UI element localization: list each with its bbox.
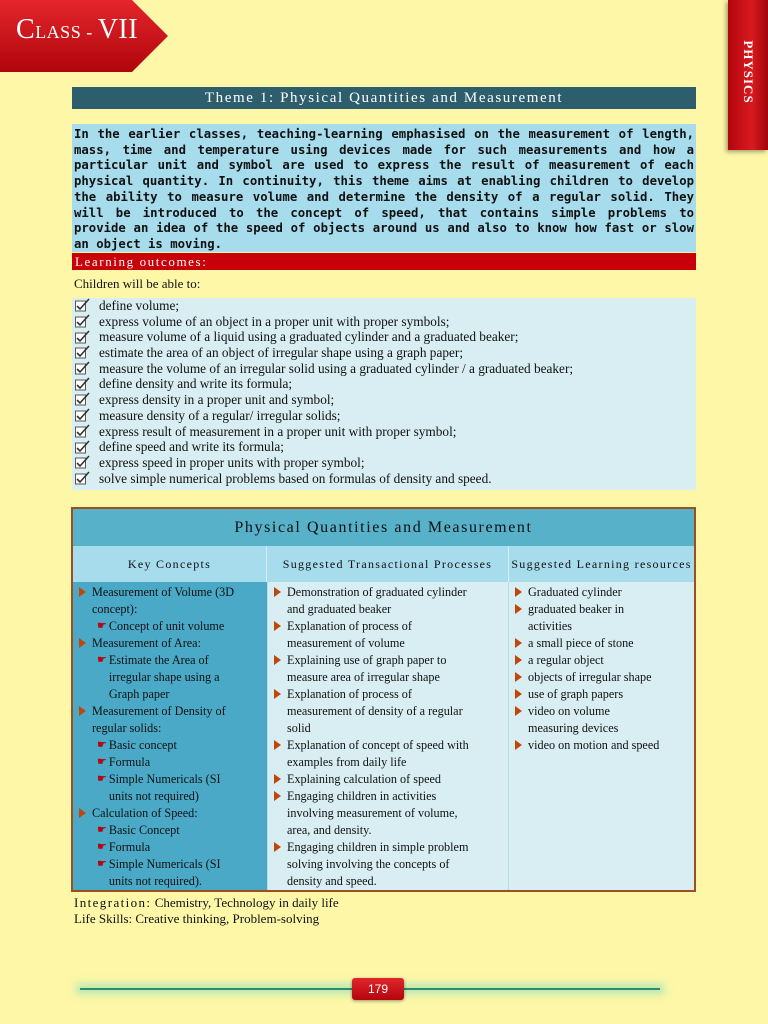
triangle-bullet-icon bbox=[274, 842, 281, 852]
concepts-table bbox=[71, 507, 696, 892]
process-item bbox=[272, 737, 508, 771]
checkbox-icon bbox=[74, 471, 92, 486]
cell-text-line: measure area of irregular shape bbox=[287, 670, 440, 684]
triangle-bullet-icon bbox=[515, 587, 522, 597]
pointing-hand-icon: ☛ bbox=[97, 620, 107, 632]
resource-item bbox=[513, 737, 694, 754]
cell-text-line: measuring devices bbox=[528, 721, 619, 735]
pointing-hand-icon: ☛ bbox=[97, 654, 107, 666]
subject-tab-label: PHYSICS bbox=[741, 40, 756, 104]
cell-text-line: Explaining calculation of speed bbox=[287, 772, 441, 786]
process-item bbox=[272, 686, 508, 737]
cell-text-line: Measurement of Density of bbox=[92, 704, 226, 718]
process-item bbox=[272, 788, 508, 839]
resource-item bbox=[513, 601, 694, 635]
cell-text-line: Explaining use of graph paper to bbox=[287, 653, 447, 667]
cell-text-line: units not required). bbox=[108, 874, 202, 888]
header-transactional-processes: Suggested Transactional Processes bbox=[267, 546, 509, 582]
cell-text-line: Explanation of process of bbox=[287, 619, 412, 633]
triangle-bullet-icon bbox=[79, 808, 86, 818]
key-concept-item bbox=[77, 635, 267, 652]
cell-text-line: Simple Numericals (SI bbox=[108, 772, 221, 786]
triangle-bullet-icon bbox=[79, 587, 86, 597]
triangle-bullet-icon bbox=[79, 638, 86, 648]
process-item bbox=[272, 839, 508, 890]
pointing-hand-icon: ☛ bbox=[97, 739, 107, 751]
footnotes bbox=[74, 895, 339, 927]
resource-item bbox=[513, 669, 694, 686]
pointing-hand-icon: ☛ bbox=[97, 773, 107, 785]
outcome-text: measure the volume of an irregular solid using a graduated cylinder / a graduated beaker; bbox=[99, 360, 574, 376]
checkbox-icon bbox=[74, 377, 92, 392]
triangle-bullet-icon bbox=[515, 638, 522, 648]
class-label: CLASS - VII bbox=[16, 14, 139, 45]
cell-text-line: Graduated cylinder bbox=[528, 585, 622, 599]
triangle-bullet-icon bbox=[79, 706, 86, 716]
cell-text-line: regular solids: bbox=[92, 721, 162, 735]
page-number: 179 bbox=[352, 978, 404, 1000]
triangle-bullet-icon bbox=[274, 689, 281, 699]
cell-text-line: Measurement of Area: bbox=[92, 636, 201, 650]
cell-text-line: Calculation of Speed: bbox=[92, 806, 198, 820]
checkbox-icon bbox=[74, 392, 92, 407]
cell-text-line: Basic concept bbox=[108, 738, 177, 752]
triangle-bullet-icon bbox=[274, 791, 281, 801]
key-concept-subitem bbox=[77, 737, 267, 754]
outcome-item bbox=[72, 345, 696, 361]
header-key-concepts: Key Concepts bbox=[73, 546, 267, 582]
key-concept-subitem bbox=[77, 618, 267, 635]
outcome-text: express density in a proper unit and symbol; bbox=[99, 392, 335, 408]
checkbox-icon bbox=[74, 455, 92, 470]
outcome-item bbox=[72, 471, 696, 487]
triangle-bullet-icon bbox=[515, 604, 522, 614]
outcome-text: express result of measurement in a proper unit with proper symbol; bbox=[99, 423, 457, 439]
outcome-item bbox=[72, 376, 696, 392]
cell-text-line: solving involving the concepts of bbox=[287, 857, 450, 871]
key-concept-item bbox=[77, 703, 267, 737]
triangle-bullet-icon bbox=[274, 621, 281, 631]
checkbox-icon bbox=[74, 408, 92, 423]
table-header-row bbox=[73, 546, 694, 582]
outcome-text: measure volume of a liquid using a graduated cylinder and a graduated beaker; bbox=[99, 329, 519, 345]
resource-item bbox=[513, 703, 694, 737]
checkbox-icon bbox=[74, 440, 92, 455]
checkbox-icon bbox=[74, 424, 92, 439]
cell-text-line: activities bbox=[528, 619, 572, 633]
cell-text-line: solid bbox=[287, 721, 311, 735]
integration-line: Integration: Chemistry, Technology in daily life bbox=[74, 895, 339, 910]
cell-text-line: irregular shape using a bbox=[108, 670, 220, 684]
cell-text-line: and graduated beaker bbox=[287, 602, 392, 616]
cell-text-line: Explanation of process of bbox=[287, 687, 412, 701]
subject-tab bbox=[728, 0, 768, 150]
resources-column bbox=[509, 582, 694, 890]
key-concept-item bbox=[77, 584, 267, 618]
key-concepts-column bbox=[73, 582, 267, 890]
resource-item bbox=[513, 584, 694, 601]
cell-text-line: Formula bbox=[108, 755, 151, 769]
cell-text-line: density and speed. bbox=[287, 874, 377, 888]
outcome-item bbox=[72, 314, 696, 330]
processes-column bbox=[267, 582, 509, 890]
triangle-bullet-icon bbox=[515, 740, 522, 750]
outcome-text: measure density of a regular/ irregular solids; bbox=[99, 407, 341, 423]
intro-paragraph: In the earlier classes, teaching-learning emphasised on the measurement of length, mass, time and temperature using devices made for such measurements and how a particular unit and symbol are used to express the result of measurement of each physical quantity. In continuity, this theme aims at enabling children to develop the ability to measure volume and determine the density of a regular solid. They will be introduced to the concept of speed, that contains simple problems to provide an idea of the speed of objects around us and also to know how fast or slow an object is moving. bbox=[72, 124, 696, 252]
key-concept-subitem bbox=[77, 652, 267, 703]
key-concept-item bbox=[77, 805, 267, 822]
table-body bbox=[73, 582, 694, 890]
process-item bbox=[272, 771, 508, 788]
triangle-bullet-icon bbox=[515, 655, 522, 665]
theme-title: Theme 1: Physical Quantities and Measurement bbox=[72, 87, 696, 109]
cell-text-line: measurement of volume bbox=[287, 636, 405, 650]
cell-text-line: Engaging children in simple problem bbox=[287, 840, 469, 854]
cell-text-line: video on volume bbox=[528, 704, 610, 718]
header-learning-resources: Suggested Learning resources bbox=[509, 546, 694, 582]
cell-text-line: Demonstration of graduated cylinder bbox=[287, 585, 467, 599]
cell-text-line: involving measurement of volume, bbox=[287, 806, 458, 820]
triangle-bullet-icon bbox=[515, 706, 522, 716]
key-concept-subitem bbox=[77, 822, 267, 839]
pointing-hand-icon: ☛ bbox=[97, 824, 107, 836]
outcome-item bbox=[72, 392, 696, 408]
triangle-bullet-icon bbox=[515, 689, 522, 699]
life-skills-line: Life Skills: Creative thinking, Problem-solving bbox=[74, 911, 320, 926]
pointing-hand-icon: ☛ bbox=[97, 756, 107, 768]
outcome-text: define speed and write its formula; bbox=[99, 439, 284, 455]
outcome-item bbox=[72, 455, 696, 471]
cell-text-line: concept): bbox=[92, 602, 138, 616]
outcome-item bbox=[72, 298, 696, 314]
cell-text-line: Estimate the Area of bbox=[108, 653, 209, 667]
cell-text-line: Formula bbox=[108, 840, 151, 854]
cell-text-line: Explanation of concept of speed with bbox=[287, 738, 469, 752]
cell-text-line: examples from daily life bbox=[287, 755, 407, 769]
cell-text-line: Graph paper bbox=[108, 687, 170, 701]
outcome-item bbox=[72, 329, 696, 345]
process-item bbox=[272, 652, 508, 686]
cell-text-line: Concept of unit volume bbox=[108, 619, 225, 633]
cell-text-line: area, and density. bbox=[287, 823, 372, 837]
checkbox-icon bbox=[74, 330, 92, 345]
cell-text-line: Basic Concept bbox=[108, 823, 180, 837]
outcome-text: express volume of an object in a proper unit with proper symbols; bbox=[99, 313, 450, 329]
key-concept-subitem bbox=[77, 856, 267, 890]
cell-text-line: a small piece of stone bbox=[528, 636, 634, 650]
outcome-item bbox=[72, 408, 696, 424]
cell-text-line: units not required) bbox=[108, 789, 199, 803]
checkbox-icon bbox=[74, 361, 92, 376]
resource-item bbox=[513, 635, 694, 652]
outcome-item bbox=[72, 361, 696, 377]
outcome-item bbox=[72, 439, 696, 455]
key-concept-subitem bbox=[77, 771, 267, 805]
triangle-bullet-icon bbox=[515, 672, 522, 682]
learning-outcomes-heading: Learning outcomes: bbox=[72, 253, 696, 270]
outcome-text: solve simple numerical problems based on formulas of density and speed. bbox=[99, 470, 492, 486]
cell-text-line: Measurement of Volume (3D bbox=[92, 585, 235, 599]
outcome-item bbox=[72, 424, 696, 440]
cell-text-line: measurement of density of a regular bbox=[287, 704, 463, 718]
cell-text-line: Engaging children in activities bbox=[287, 789, 437, 803]
outcome-text: define volume; bbox=[99, 298, 180, 313]
triangle-bullet-icon bbox=[274, 740, 281, 750]
pointing-hand-icon: ☛ bbox=[97, 858, 107, 870]
outcome-text: express speed in proper units with proper symbol; bbox=[99, 454, 365, 470]
learning-outcomes-list bbox=[72, 298, 696, 490]
triangle-bullet-icon bbox=[274, 774, 281, 784]
outcome-text: define density and write its formula; bbox=[99, 376, 293, 392]
triangle-bullet-icon bbox=[274, 587, 281, 597]
checkbox-icon bbox=[74, 314, 92, 329]
checkbox-icon bbox=[74, 345, 92, 360]
cell-text-line: a regular object bbox=[528, 653, 604, 667]
table-title: Physical Quantities and Measurement bbox=[73, 509, 694, 546]
key-concept-subitem bbox=[77, 839, 267, 856]
cell-text-line: Simple Numericals (SI bbox=[108, 857, 221, 871]
process-item bbox=[272, 618, 508, 652]
checkbox-icon bbox=[74, 298, 92, 313]
cell-text-line: graduated beaker in bbox=[528, 602, 625, 616]
key-concept-subitem bbox=[77, 754, 267, 771]
cell-text-line: use of graph papers bbox=[528, 687, 624, 701]
cell-text-line: video on motion and speed bbox=[528, 738, 660, 752]
triangle-bullet-icon bbox=[274, 655, 281, 665]
learning-outcomes-intro: Children will be able to: bbox=[74, 276, 201, 291]
resource-item bbox=[513, 652, 694, 669]
pointing-hand-icon: ☛ bbox=[97, 841, 107, 853]
cell-text-line: objects of irregular shape bbox=[528, 670, 652, 684]
resource-item bbox=[513, 686, 694, 703]
class-banner bbox=[0, 0, 168, 72]
outcome-text: estimate the area of an object of irregular shape using a graph paper; bbox=[99, 345, 464, 361]
process-item bbox=[272, 584, 508, 618]
